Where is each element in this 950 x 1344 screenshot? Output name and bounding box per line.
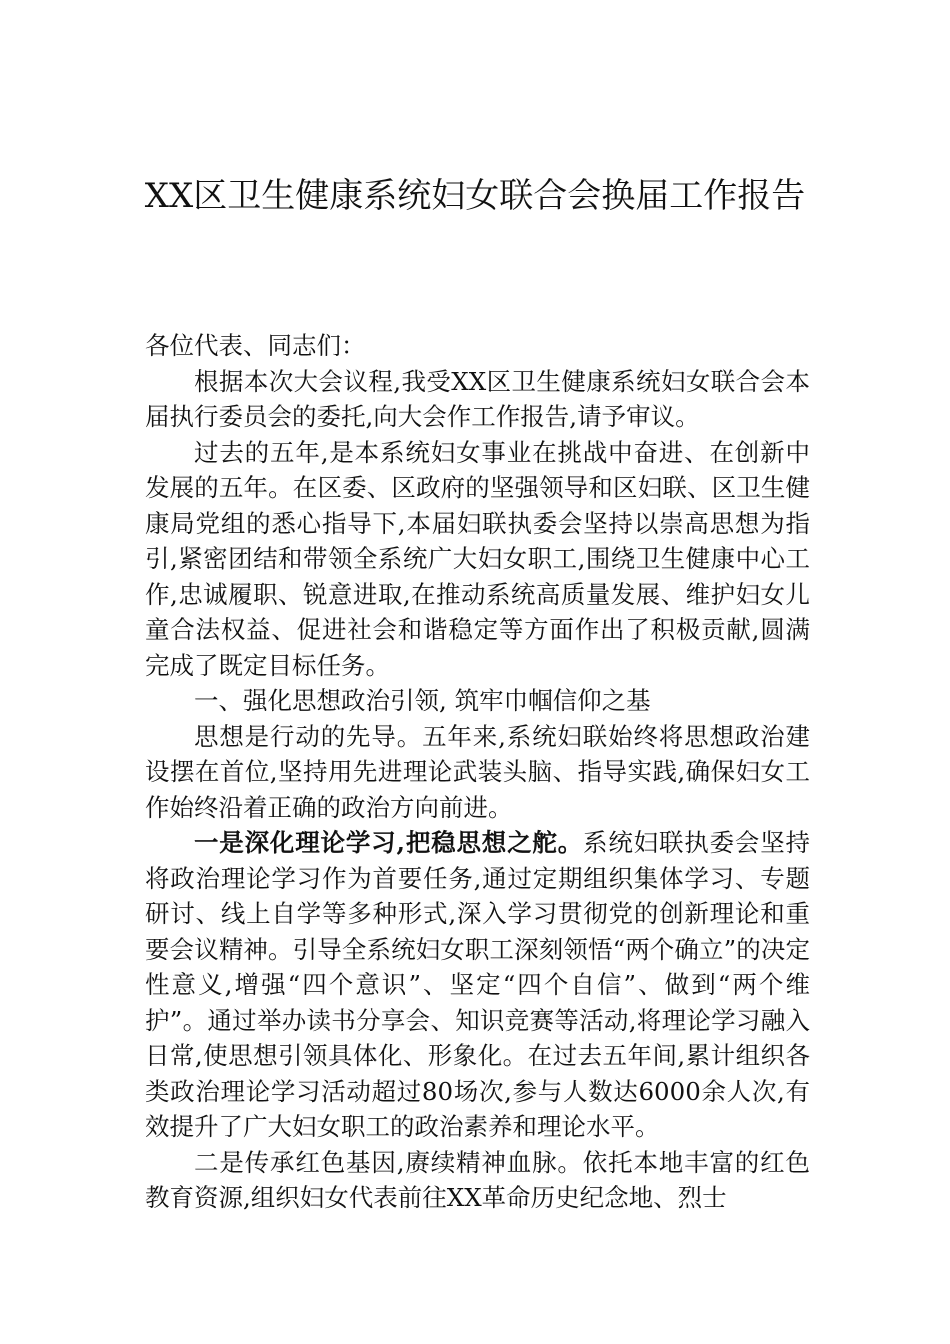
salutation: 各位代表、同志们： (145, 331, 366, 360)
paragraph-lead-bold: 一是深化理论学习,把稳思想之舵。 (194, 828, 584, 857)
paragraph-theory-study (145, 825, 810, 1145)
section-heading-1: 一、强化思想政治引领, 筑牢巾帼信仰之基 (194, 686, 651, 715)
paragraph-section-1-intro: 思想是行动的先导。五年来,系统妇联始终将思想政治建设摆在首位,坚持用先进理论武装头脑、指导实践,确保妇女工作始终沿着正确的政治方向前进。 (145, 721, 810, 822)
document-title: XX区卫生健康系统妇女联合会换届工作报告 (144, 176, 806, 216)
paragraph-theory-study-text: 系统妇联执委会坚持将政治理论学习作为首要任务,通过定期组织集体学习、专题研讨、线上自学等多种形式,深入学习贯彻党的创新理论和重要会议精神。引导全系统妇女职工深刻领悟“两个确立”的决定性意义,增强“四个意识”、坚定“四个自信”、做到“两个维护”。通过举办读书分享会、知识竞赛等活动,将理论学习融入日常,使思想引领具体化、形象化。在过去五年间,累计组织各类政治理论学习活动超过80场次,参与人数达6000余人次,有效提升了广大妇女职工的政治素养和理论水平。 (145, 828, 811, 1141)
paragraph-overview: 过去的五年,是本系统妇女事业在挑战中奋进、在创新中发展的五年。在区委、区政府的坚强领导和区妇联、区卫生健康局党组的悉心指导下,本届妇联执委会坚持以崇高思想为指引,紧密团结和带领全系统广大妇女职工,围绕卫生健康中心工作,忠诚履职、锐意进取,在推动系统高质量发展、维护妇女儿童合法权益、促进社会和谐稳定等方面作出了积极贡献,圆满完成了既定目标任务。 (145, 437, 810, 680)
paragraph-red-heritage: 二是传承红色基因,赓续精神血脉。依托本地丰富的红色教育资源,组织妇女代表前往XX革命历史纪念地、烈士 (145, 1147, 810, 1212)
paragraph-intro: 根据本次大会议程,我受XX区卫生健康系统妇女联合会本届执行委员会的委托,向大会作工作报告,请予审议。 (145, 366, 810, 431)
document-body (145, 328, 810, 1216)
